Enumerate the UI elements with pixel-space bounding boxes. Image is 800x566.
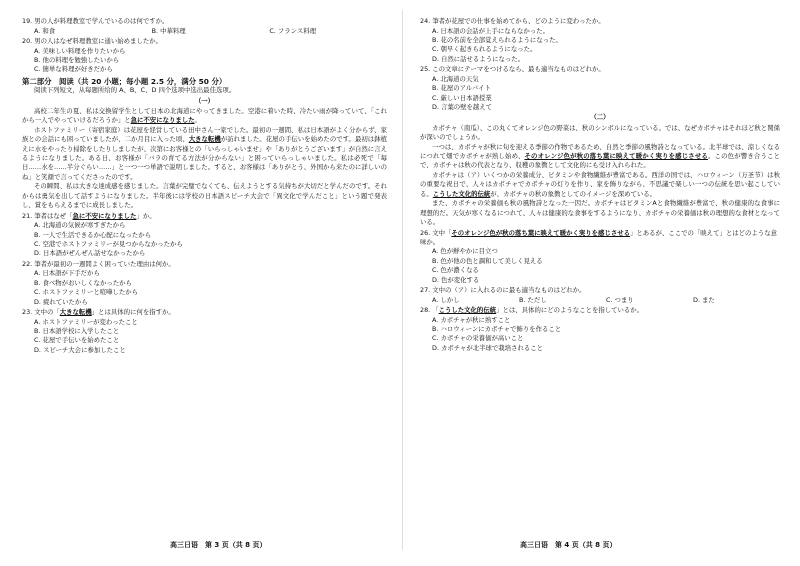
underlined-phrase: 急に不安になりました [130,116,195,125]
option: A. 北海道の気候が寒すぎたから [34,221,126,230]
option: C. 花屋で手伝いを始めたこと [34,336,120,345]
question-27: 27. 文中の（ア）に入れるのに最も適当なものはどれか。 [420,286,586,295]
option: B. 色が他の色と調和して美しく見える [432,256,543,265]
question-23: 23. 文中の「大きな転機」とは具体的に何を指すか。 [22,308,175,317]
passage-paragraph: カボチャ（南瓜）、この丸くてオレンジ色の野菜は、秋のシンボルになっている。では、なぜカボチャはそれほど秋と関係が深いのでしょうか。 [420,123,780,142]
passage-paragraph: また、カボチャの栄養価も秋の風物詩となった一因だ。カボチャはビタミンAと食物繊維が豊富で、秋の健康的な食事に理想的だ。天気が寒くなるにつれて、人々は健康的な食事をするようになり、カボチャの栄養価は秋の理想的な食材となっている。 [420,199,780,226]
option: A. 和食 [34,26,56,35]
question-21: 21. 筆者はなぜ「急に不安になりました」か。 [22,211,156,220]
option: D. また [693,295,715,304]
section-title: 第二部分 阅读（共 20 小题；每小题 2.5 分，满分 50 分） [22,76,227,86]
page-footer-left: 高三日语 第 3 页（共 8 页） [170,541,267,549]
option: D. カボチャが北半球で栽培されること [432,343,544,352]
option: B. 花の名前を全部覚えられるようになった。 [432,36,562,44]
underlined-phrase: そのオレンジ色が秋の落ち葉に映えて暖かく実りを感じさせる [524,152,708,161]
option: A. しかし [432,295,460,304]
option: C. 簡単な料理が好きだから [34,65,113,74]
left-column [22,16,387,355]
option: A. 美味しい料理を作りたいから [34,46,126,55]
question-19: 19. 男の人が料理教室で学んでいるのは何ですか。 [22,17,169,26]
question-26: 26. 文中「そのオレンジ色が秋の落ち葉に映えて暖かく実りを感じさせる」とあるが、ここでの「映えて」とはどのような意味か。 [420,228,777,246]
option: C. カボチャの栄養価が高いこと [432,334,524,343]
question-25: 25. この文章にテーマをつけるなら、最も適当なものはどれか。 [420,65,605,74]
passage-number: （二） [590,113,610,122]
option: C. 色が濃くなる [432,266,479,275]
option: C. 空港でホストファミリーが見つからなかったから [34,239,183,248]
option: A. 日本語の会話が上手にならなかった。 [432,26,549,35]
option: B. ハロウィーンにカボチャで飾りを作ること [432,324,562,333]
passage-paragraph: 一つは、カボチャが秋に旬を迎える季節の作物であるため、自然と季節の風物詩となっている。北半球では、涼しくなるにつれて畑でカボチャが熟し始め、そのオレンジ色が秋の落ち葉に映えて暖かく実りを感じさせる。この色が響き合うことで、カボチャは秋の代表となり、収穫の象徴として文化的にも受け入れられた。 [420,142,781,170]
option: D. 日本語がぜんぜん話せなかったから [34,249,146,258]
question-24: 24. 筆者が花屋での仕事を始めてから、どのように変わったか。 [420,17,605,26]
underlined-phrase: 大きな転機 [188,135,221,144]
passage-paragraph: 高校二年生の夏、私は交換留学生として日本の北海道にやってきました。空港に着いた時、冷たい雨が降っていて、「これから一人でやっていけるだろうか」と急に不安になりました。 [22,107,387,125]
column-divider [402,10,403,550]
option: D. 疲れていたから [34,297,88,306]
question-28: 28. 「こうした文化的伝統」とは、具体的にどのようなことを指しているか。 [420,306,644,315]
right-column [420,16,780,353]
passage-paragraph: ホストファミリー（寄宿家庭）は花屋を経営している田中さん一家でした。最初の一週間、私は日本語がよく分からず、家族との会話にも困っていましたが、二か月目に入った頃、大きな転機が訪れました。花屋の手伝いを始めたのです。最初は鉢植えに水をやったり掃除をしたりしましたが、次第にお客様との「いらっしゃいませ」や「ありがとうございます」が自然に言えるようになりました。ある日、お客様が「バラの育てる方法が分からない」と困っていらっしゃいました。私は必死で「毎日……水を……半分ぐらい……」と一つ一つ単語で説明しました。すると、お客様は「ありがとう、外国から来たのに詳しいのね」と笑顔で言ってくださったのです。 [22,125,388,181]
passage-number: （一） [194,96,215,105]
option: B. 花屋のアルバイト [432,84,491,93]
option: C. ホストファミリーと喧嘩したから [34,288,139,297]
option: D. 色が変化する [432,275,480,284]
option: B. 一人で生活できるか心配になったから [34,230,152,239]
option: D. 自然に話せるようになった。 [432,54,525,63]
passage-paragraph: その瞬間、私は大きな達成感を感じました。言葉が完璧でなくても、伝えようとする気持ちが大切だと学んだのです。それからは勇気を出して話すようになりました。半年後には学校の日本語スピーチ大会で「異文化で学んだこと」という題で発表し、賞をもらえるまでに成長しました。 [22,182,387,210]
option: B. 日本語学校に入学したこと [34,326,120,335]
passage-paragraph: カボチャは（ア）いくつかの栄養成分、ビタミンや食物繊維が豊富である。西洋の国では、ハロウィーン（万圣节）は秋の重要な祝日で、人々はカボチャでカボチャの灯りを作り、家を飾りながら、不思議で楽しい一つの伝統を思い起こしている。こうした文化的伝統が、カボチャの秋の象徴としてのイメージを深めている。 [420,170,780,198]
option: B. ただし [519,295,547,304]
option: B. 他の料理を勉強したいから [34,56,120,64]
option: B. 食べ物がおいしくなかったから [34,278,132,287]
option: C. フランス料理 [269,26,317,35]
option: A. 日本語が下手だから [34,269,100,278]
question-19-options [22,27,387,36]
option: C. 朝早く起きられるようになった。 [432,45,537,54]
option: D. スピーチ大会に参加したこと [34,345,126,354]
question-20: 20. 男の人はなぜ料理教室に通い始めましたか。 [22,37,163,46]
option: C. つまり [606,295,634,304]
option: B. 中華料理 [151,26,186,35]
option: D. 言葉の壁を越えて [432,103,493,112]
option: A. 北海道の天気 [432,74,479,83]
underlined-phrase: こうした文化的伝統 [432,189,491,198]
option: A. ホストファミリーが変わったこと [34,317,138,326]
option: A. カボチャが秋に熟すこと [432,315,511,324]
instruction: 阅读下列短文，从每题所给的 A、B、C、D 四个选项中选出最佳选项。 [34,86,236,95]
question-27-options [420,296,780,305]
option: C. 厳しい日本語授業 [432,93,492,102]
option: A. 色が鮮やかに目立つ [432,247,498,256]
page-footer-right: 高三日语 第 4 页（共 8 页） [520,541,617,549]
question-22: 22. 筆者が最初の一週間よく困っていた理由は何か。 [22,259,175,268]
